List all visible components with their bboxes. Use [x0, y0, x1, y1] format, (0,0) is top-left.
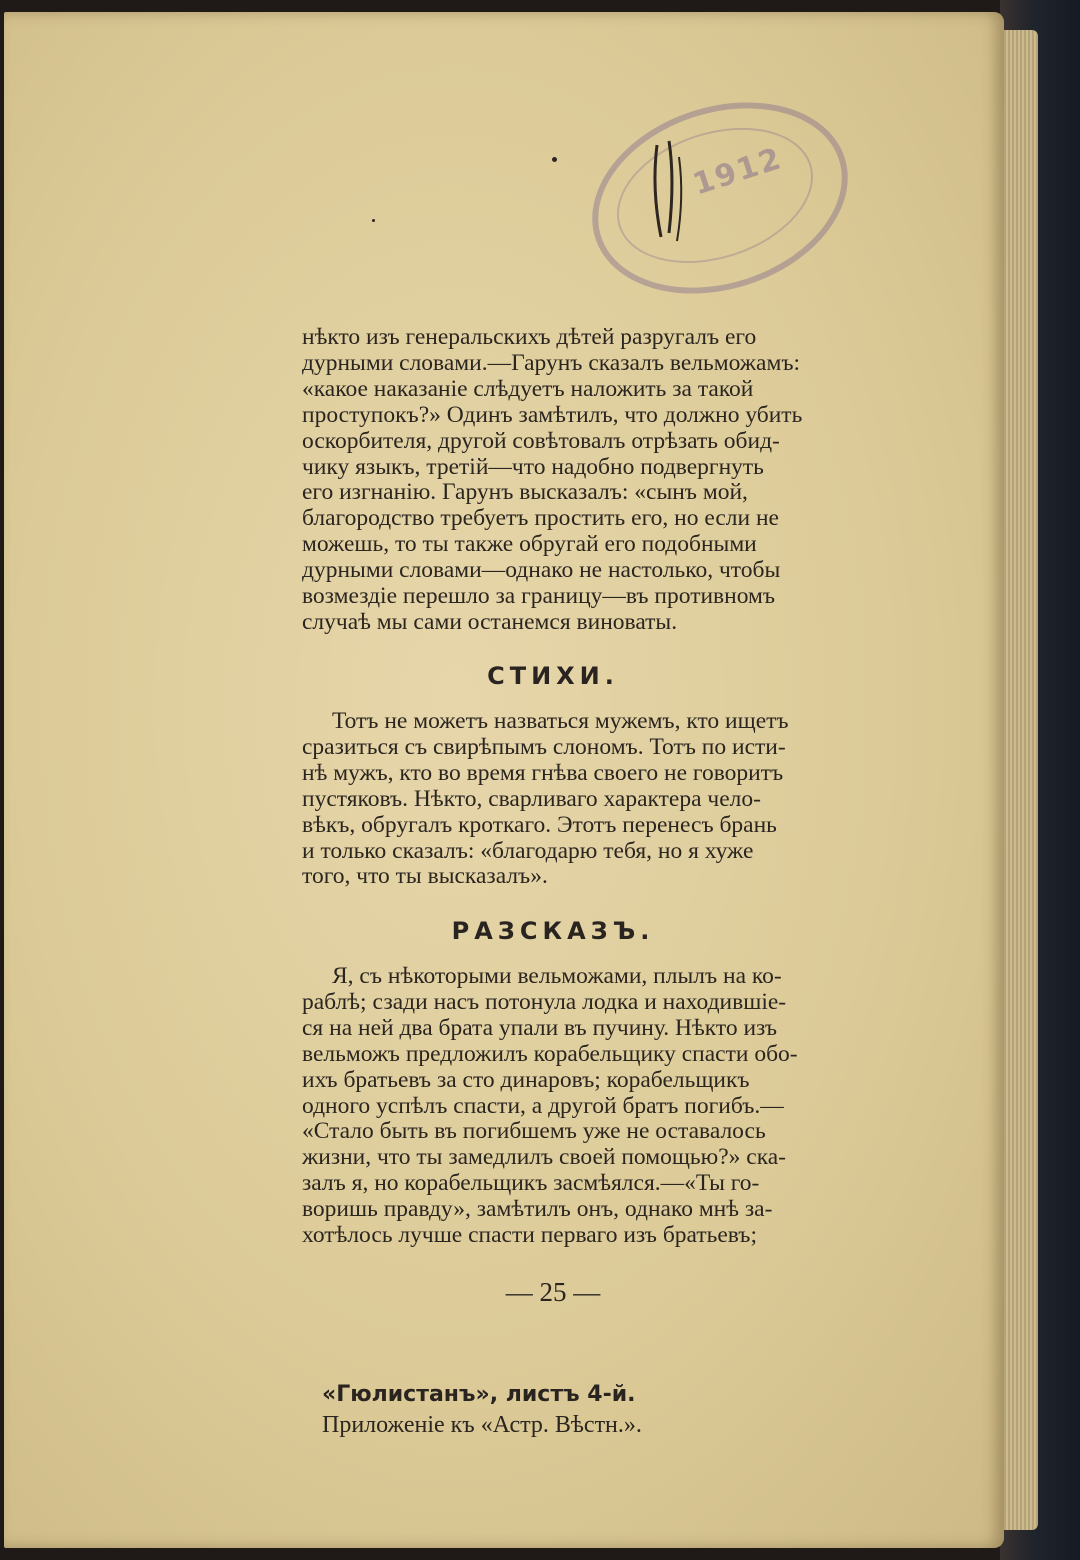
text-line: вѣкъ, обругалъ кроткаго. Этотъ перенесъ брань — [302, 811, 777, 838]
heading-verses: СТИХИ. — [487, 662, 619, 690]
text-line: проступокъ?» Одинъ замѣтилъ, что должно убить — [302, 401, 803, 428]
text-line: Тотъ не можетъ назваться мужемъ, кто ищетъ — [332, 708, 789, 734]
ink-dot — [372, 219, 375, 222]
text-line: пустяковъ. Нѣкто, сварливаго характера чело- — [302, 785, 761, 812]
text-line: жизни, что ты замедлилъ своей помощью?» ска- — [302, 1144, 787, 1171]
pen-mark-icon — [639, 137, 699, 247]
text-line: дурными словами—однако не настолько, чтобы — [302, 557, 781, 584]
footer-supplement: Приложеніе къ «Астр. Вѣстн.». — [322, 1412, 642, 1438]
text-line: нѣкто изъ генеральскихъ дѣтей разругалъ его — [302, 324, 757, 350]
page-sheet — [4, 12, 1004, 1548]
text-line: дурными словами.—Гарунъ сказалъ вельможамъ: — [302, 349, 800, 376]
text-line: нѣ мужъ, кто во время гнѣва своего не говоритъ — [302, 759, 784, 786]
text-line: благородство требуетъ простить его, но если не — [302, 505, 779, 532]
text-line: вельможъ предложилъ корабельщику спасти обо- — [302, 1040, 798, 1067]
text-line: можешь, то ты также обругай его подобными — [302, 531, 757, 558]
text-line: того, что ты высказалъ». — [302, 863, 548, 890]
paragraph-top — [302, 325, 804, 636]
text-line: оскорбителя, другой совѣтовалъ отрѣзать обид- — [302, 427, 780, 454]
library-stamp-year: 1912 — [688, 140, 787, 203]
text-line: «Стало быть въ погибшемъ уже не оставалось — [302, 1118, 766, 1145]
ink-dot — [552, 157, 557, 162]
text-line: Я, съ нѣкоторыми вельможами, плылъ на ко- — [332, 963, 782, 989]
text-line: и только сказалъ: «благодарю тебя, но я хуже — [302, 837, 754, 864]
paragraph-story — [302, 964, 804, 1249]
text-line: чику языкъ, третій—что надобно подвергнуть — [302, 453, 764, 480]
text-line: «какое наказаніе слѣдуетъ наложить за такой — [302, 375, 754, 402]
text-line: хотѣлось лучше спасти перваго изъ братьевъ; — [302, 1222, 757, 1249]
library-stamp — [567, 71, 872, 325]
text-line: залъ я, но корабельщикъ засмѣялся.—«Ты го- — [302, 1170, 760, 1197]
footer-title: «Гюлистанъ», листъ 4-й. — [322, 1382, 636, 1407]
page-stack-edge — [998, 30, 1038, 1530]
paragraph-verses — [302, 709, 804, 890]
text-line: ся на ней два брата упали въ пучину. Нѣкто изъ — [302, 1014, 778, 1041]
text-line: случаѣ мы сами останемся виноваты. — [302, 608, 678, 635]
text-line: возмездіе перешло за границу—въ противномъ — [302, 583, 776, 610]
text-line: его изгнанію. Гарунъ высказалъ: «сынъ мой, — [302, 479, 748, 506]
text-line: одного успѣлъ спасти, а другой братъ погибъ.— — [302, 1092, 784, 1119]
text-line: сразиться съ свирѣпымъ слономъ. Тотъ по исти- — [302, 733, 786, 760]
page-number: — 25 — — [505, 1277, 601, 1307]
text-line: ихъ братьевъ за сто динаровъ; корабельщикъ — [302, 1066, 750, 1093]
text-line: раблѣ; сзади насъ потонула лодка и находившіе- — [302, 988, 787, 1015]
heading-story: РАЗСКАЗЪ. — [451, 917, 655, 945]
text-line: воришь правду», замѣтилъ онъ, однако мнѣ за- — [302, 1196, 773, 1223]
